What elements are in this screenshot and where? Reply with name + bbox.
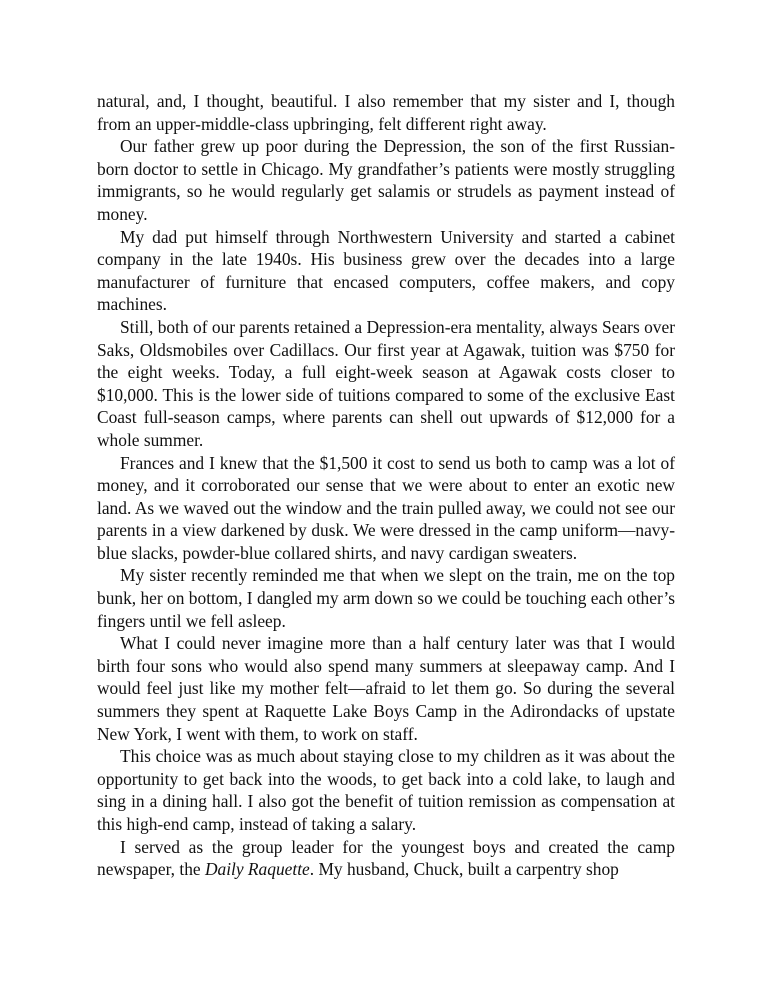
paragraph-7: What I could never imagine more than a half century later was that I would birth four sons who would also spend many summers at sleepaway camp. And I would feel just like my mother felt—afraid to let them go. So during the several summers they spent at Raquette Lake Boys Camp in the Adirondacks of upstate New York, I went with them, to work on staff. <box>97 633 675 744</box>
paragraph-4: Still, both of our parents retained a Depression-era mentality, always Sears over Saks, Oldsmobiles over Cadillacs. Our first year at Agawak, tuition was $750 for the eight weeks. Today, a full eight-week season at Agawak costs closer to $10,000. This is the lower side of tuitions compared to some of the exclusive East Coast full-season camps, where parents can shell out upwards of $12,000 for a whole summer. <box>97 316 675 450</box>
paragraph-3: My dad put himself through Northwestern University and started a cabinet company in the late 1940s. His business grew over the decades into a large manufacturer of furniture that encased computers, coffee makers, and copy machines. <box>97 226 675 315</box>
page-body-text <box>97 90 675 881</box>
paragraph-8: This choice was as much about staying close to my children as it was about the opportunity to get back into the woods, to get back into a cold lake, to laugh and sing in a dining hall. I also got the benefit of tuition remission as compensation at this high-end camp, instead of taking a salary. <box>97 746 675 834</box>
paragraph-9 <box>97 836 675 881</box>
newspaper-title: Daily Raquette <box>204 859 310 880</box>
paragraph-1: natural, and, I thought, beautiful. I also remember that my sister and I, though from an upper-middle-class upbringing, felt different right away. <box>97 91 675 134</box>
paragraph-9-text-start: I served as the group leader for the youngest boys and created the camp newspaper, the <box>97 836 675 880</box>
paragraph-5: Frances and I knew that the $1,500 it cost to send us both to camp was a lot of money, and it corroborated our sense that we were about to enter an exotic new land. As we waved out the window and the train pulled away, we could not see our parents in a view darkened by dusk. We were dressed in the camp uniform—navy-blue slacks, powder-blue collared shirts, and navy cardigan sweaters. <box>97 452 675 563</box>
paragraph-9-text-end: . My husband, Chuck, built a carpentry shop <box>309 859 619 880</box>
paragraph-2: Our father grew up poor during the Depression, the son of the first Russian-born doctor to settle in Chicago. My grandfather’s patients were mostly struggling immigrants, so he would regularly get salamis or strudels as payment instead of money. <box>97 136 675 224</box>
paragraph-6: My sister recently reminded me that when we slept on the train, me on the top bunk, her on bottom, I dangled my arm down so we could be touching each other’s fingers until we fell asleep. <box>97 565 675 631</box>
